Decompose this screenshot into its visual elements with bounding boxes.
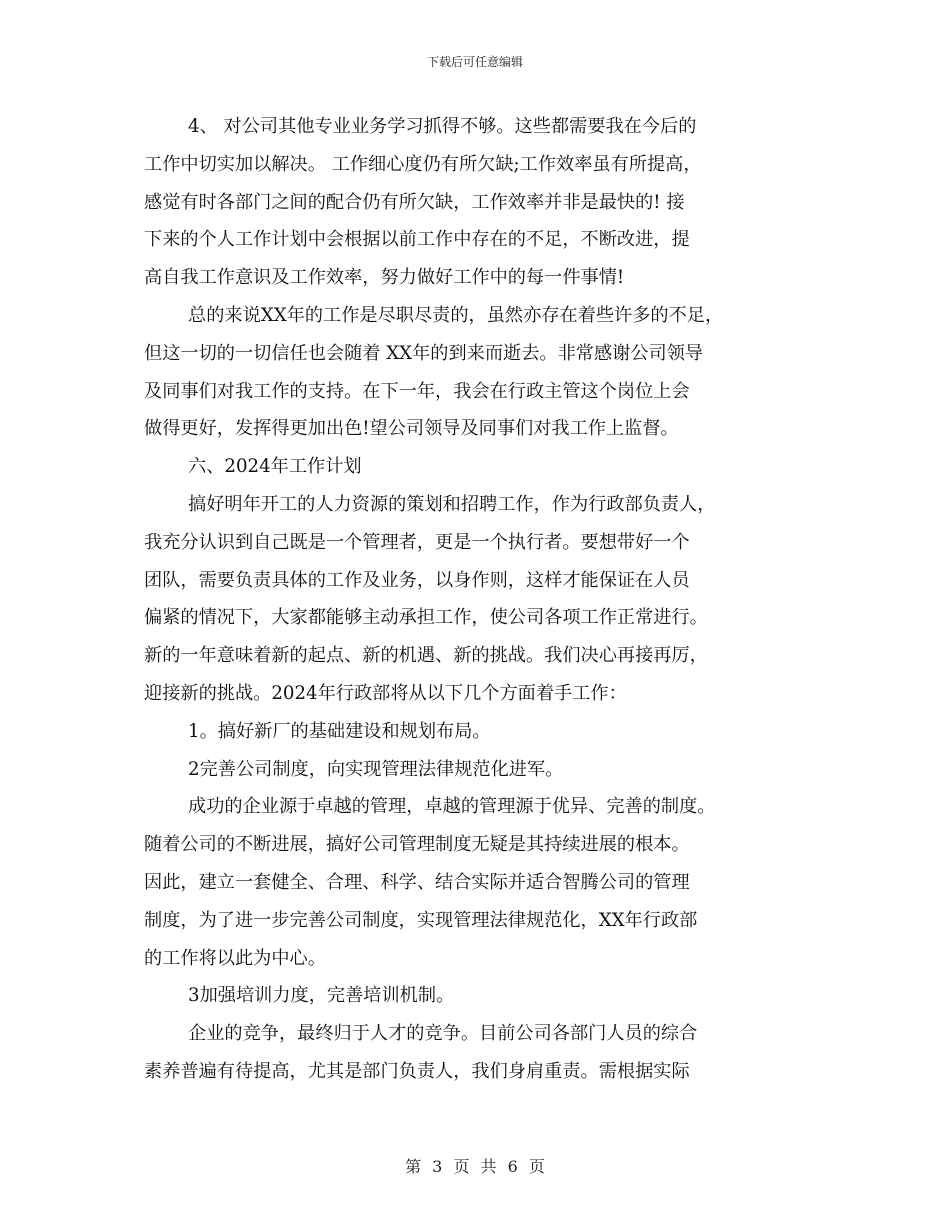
text-line: 1。搞好新厂的基础建设和规划布局。 [188,720,491,742]
text-line: 下来的个人工作计划中会根据以前工作中存在的不足，不断改进，提 [144,229,690,251]
page-footer: 第 3 页 共 6 页 [405,1157,545,1176]
text-line: 迎接新的挑战。2024年行政部将从以下几个方面着手工作： [144,682,627,704]
text-line: 做得更好，发挥得更加出色!望公司领导及同事们对我工作上监督。 [144,418,679,440]
text-line: 的工作将以此为中心。 [144,947,326,969]
text-line: 随着公司的不断进展，搞好公司管理制度无疑是其持续进展的根本。 [144,834,690,856]
text-line: 制度，为了进一步完善公司制度，实现管理法律规范化，XX年行政部 [144,909,698,931]
text-line: 感觉有时各部门之间的配合仍有所欠缺，工作效率并非是最快的! 接 [144,191,685,213]
text-line: 2完善公司制度，向实现管理法律规范化进军。 [188,758,564,780]
text-line: 新的一年意味着新的起点、新的机遇、新的挑战。我们决心再接再厉， [144,645,708,667]
text-line: 但这一切的一切信任也会随着 XX年的到来而逝去。非常感谢公司领导 [144,342,704,364]
text-line: 因此，建立一套健全、合理、科学、结合实际并适合智腾公司的管理 [144,871,690,893]
text-line: 搞好明年开工的人力资源的策划和招聘工作，作为行政部负责人， [188,493,716,515]
text-line: 工作中切实加以解决。 工作细心度仍有所欠缺;工作效率虽有所提高， [144,153,702,175]
text-line: 六、2024年工作计划 [188,456,362,478]
text-line: 成功的企业源于卓越的管理，卓越的管理源于优异、完善的制度。 [188,796,716,818]
text-line: 及同事们对我工作的支持。在下一年，我会在行政主管这个岗位上会 [144,380,690,402]
text-line: 4、 对公司其他专业业务学习抓得不够。这些都需要我在今后的 [188,116,697,137]
text-line: 团队，需要负责具体的工作及业务，以身作则，这样才能保证在人员 [144,569,690,591]
text-line: 总的来说XX年的工作是尽职尽责的，虽然亦存在着些许多的不足， [188,304,724,326]
document-body [144,108,816,1091]
text-line: 素养普遍有待提高，尤其是部门负责人，我们身肩重责。需根据实际 [144,1060,690,1082]
text-line: 偏紧的情况下，大家都能够主动承担工作，使公司各项工作正常进行。 [144,607,708,629]
text-line: 企业的竞争，最终归于人才的竞争。目前公司各部门人员的综合 [188,1023,698,1045]
page-header: 下载后可任意编辑 [426,55,523,69]
text-line: 3加强培训力度，完善培训机制。 [188,985,455,1007]
text-line: 我充分认识到自己既是一个管理者，更是一个执行者。要想带好一个 [144,531,690,553]
text-line: 高自我工作意识及工作效率，努力做好工作中的每一件事情! [144,267,625,289]
